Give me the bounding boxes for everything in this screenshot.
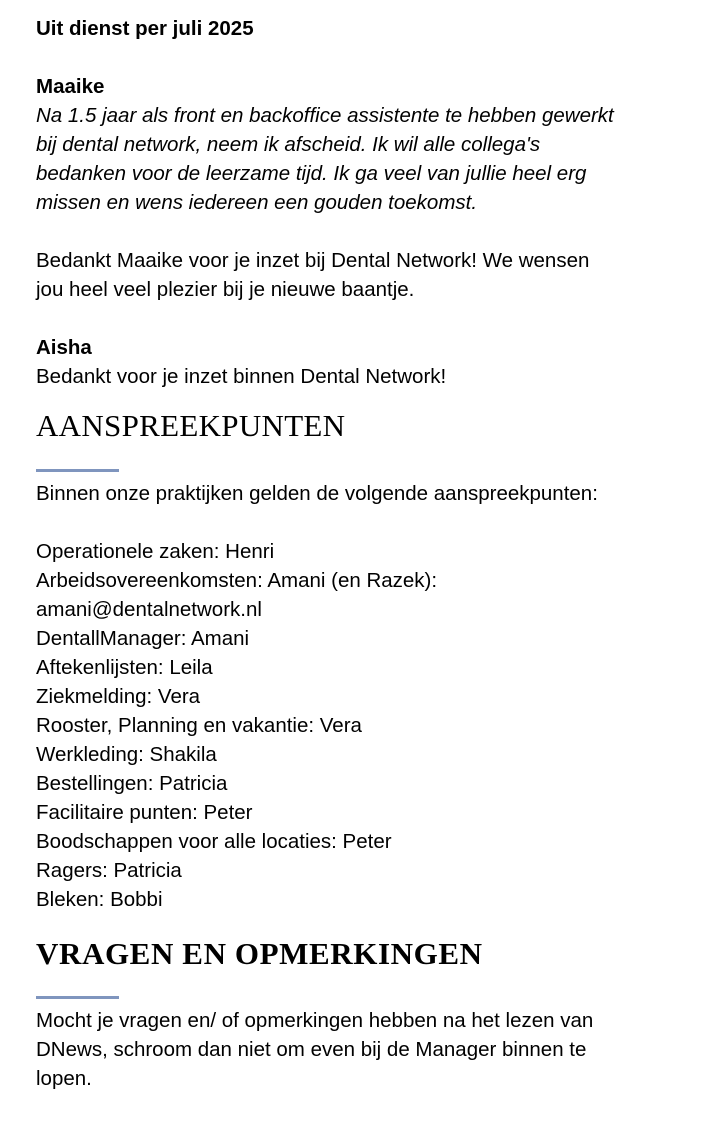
contact-item: Operationele zaken: Henri xyxy=(36,540,275,563)
questions-body-line: DNews, schroom dan niet om even bij de Manager binnen te xyxy=(36,1038,587,1061)
person-name-maaike: Maaike xyxy=(36,75,105,98)
spacer xyxy=(36,304,676,333)
contact-item: Ziekmelding: Vera xyxy=(36,685,201,708)
contacts-section-title: AANSPREEKPUNTEN xyxy=(36,408,346,443)
contact-email: amani@dentalnetwork.nl xyxy=(36,598,262,621)
farewell-heading: Uit dienst per juli 2025 xyxy=(36,17,254,40)
contact-item: DentallManager: Amani xyxy=(36,627,250,650)
maaike-thanks-line: Bedankt Maaike voor je inzet bij Dental Network! We wensen xyxy=(36,249,590,272)
contacts-intro: Binnen onze praktijken gelden de volgende aanspreekpunten: xyxy=(36,482,598,505)
maaike-thanks-line: jou heel veel plezier bij je nieuwe baantje. xyxy=(36,278,415,301)
contact-item: Aftekenlijsten: Leila xyxy=(36,656,213,679)
spacer xyxy=(36,999,676,1006)
contacts-list xyxy=(36,537,676,914)
spacer xyxy=(36,472,676,479)
contact-item: Werkleding: Shakila xyxy=(36,743,217,766)
questions-body-line: lopen. xyxy=(36,1067,92,1090)
questions-section-title: VRAGEN EN OPMERKINGEN xyxy=(36,936,483,971)
spacer xyxy=(36,972,676,996)
spacer xyxy=(36,43,676,72)
spacer xyxy=(36,391,676,408)
contact-item: Ragers: Patricia xyxy=(36,859,182,882)
maaike-message-line: Na 1.5 jaar als front en backoffice assistente te hebben gewerkt xyxy=(36,104,614,127)
contact-item: Bestellingen: Patricia xyxy=(36,772,228,795)
contact-item: Bleken: Bobbi xyxy=(36,888,163,911)
contact-item: Facilitaire punten: Peter xyxy=(36,801,253,824)
maaike-message-line: missen en wens iedereen een gouden toekomst. xyxy=(36,191,478,214)
spacer xyxy=(36,444,676,469)
aisha-thanks: Bedankt voor je inzet binnen Dental Network! xyxy=(36,365,447,388)
document xyxy=(36,14,676,1093)
spacer xyxy=(36,508,676,537)
maaike-message-line: bedanken voor de leerzame tijd. Ik ga veel van jullie heel erg xyxy=(36,162,587,185)
questions-body-line: Mocht je vragen en/ of opmerkingen hebben na het lezen van xyxy=(36,1009,594,1032)
maaike-message-line: bij dental network, neem ik afscheid. Ik wil alle collega's xyxy=(36,133,541,156)
contact-item: Rooster, Planning en vakantie: Vera xyxy=(36,714,362,737)
person-name-aisha: Aisha xyxy=(36,336,92,359)
spacer xyxy=(36,217,676,246)
contact-item: Boodschappen voor alle locaties: Peter xyxy=(36,830,392,853)
spacer xyxy=(36,914,676,936)
contact-item: Arbeidsovereenkomsten: Amani (en Razek): xyxy=(36,569,438,592)
